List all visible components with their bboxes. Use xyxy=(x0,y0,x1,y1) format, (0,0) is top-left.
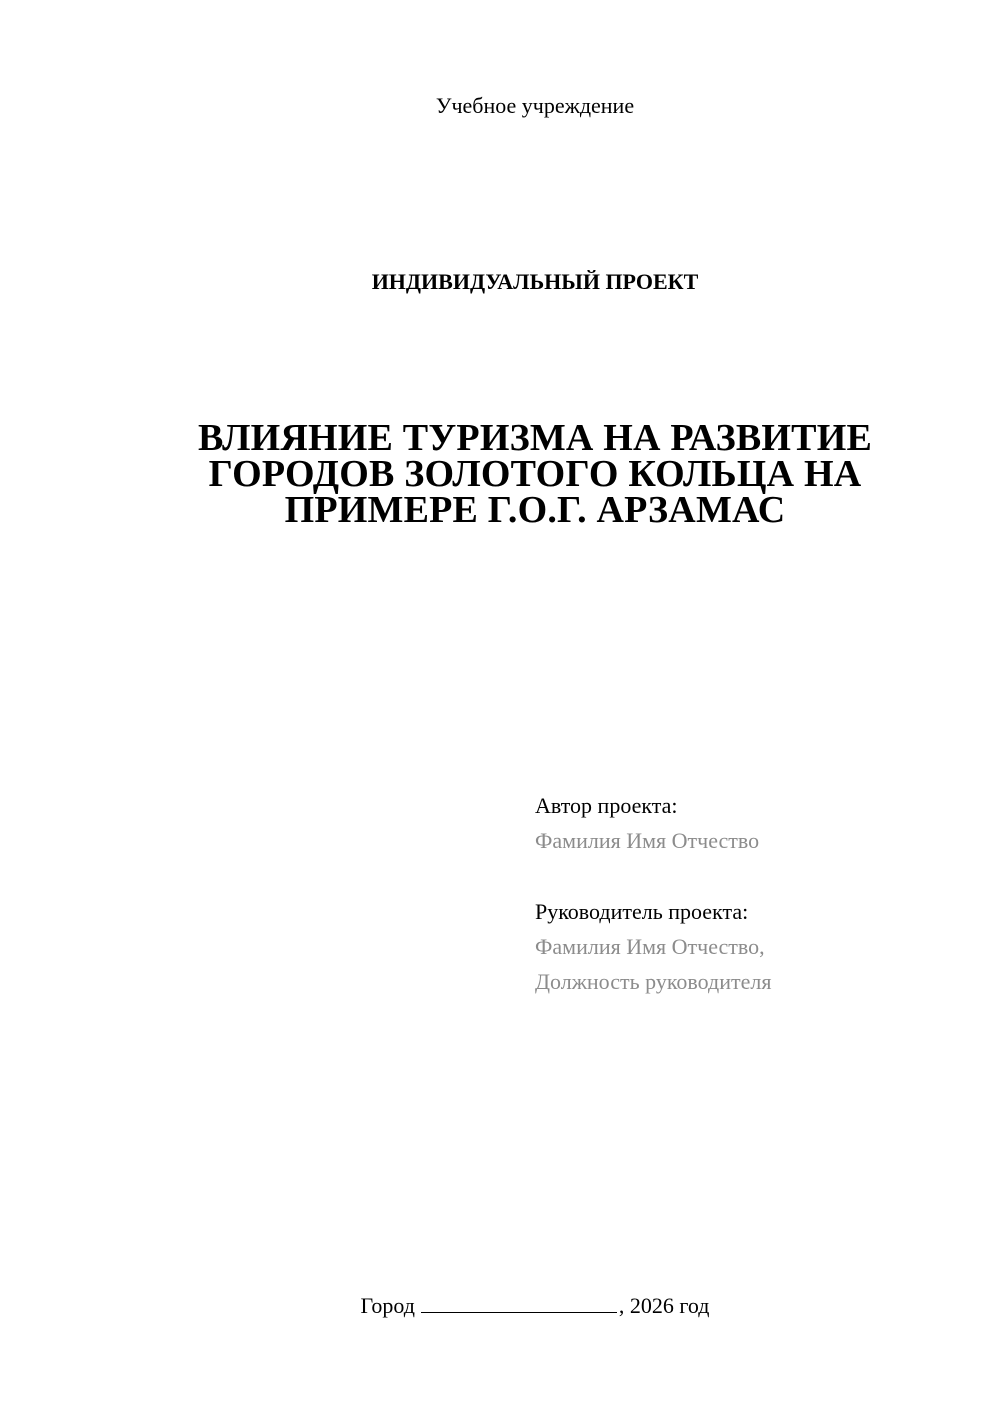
author-label: Автор проекта: xyxy=(535,793,678,818)
city-label: Город xyxy=(360,1293,415,1318)
supervisor-name: Фамилия Имя Отчество, xyxy=(535,934,765,959)
supervisor-label: Руководитель проекта: xyxy=(535,899,749,924)
author-name: Фамилия Имя Отчество xyxy=(535,828,760,853)
project-title-line: ВЛИЯНИЕ ТУРИЗМА НА РАЗВИТИЕ xyxy=(198,417,872,459)
city-blank-line xyxy=(421,1290,617,1313)
year-text: , 2026 год xyxy=(618,1293,710,1318)
credits-spacer xyxy=(535,858,975,894)
project-title-line: ПРИМЕРЕ Г.О.Г. АРЗАМАС xyxy=(284,489,786,531)
footer-city-year xyxy=(0,1290,1000,1321)
institution-name: Учебное учреждение xyxy=(435,93,635,118)
project-kind-heading: ИНДИВИДУАЛЬНЫЙ ПРОЕКТ xyxy=(371,269,699,294)
credits-block xyxy=(535,788,975,999)
project-title xyxy=(170,417,900,531)
project-title-line: ГОРОДОВ ЗОЛОТОГО КОЛЬЦА НА xyxy=(208,453,862,495)
supervisor-position: Должность руководителя xyxy=(535,969,772,994)
